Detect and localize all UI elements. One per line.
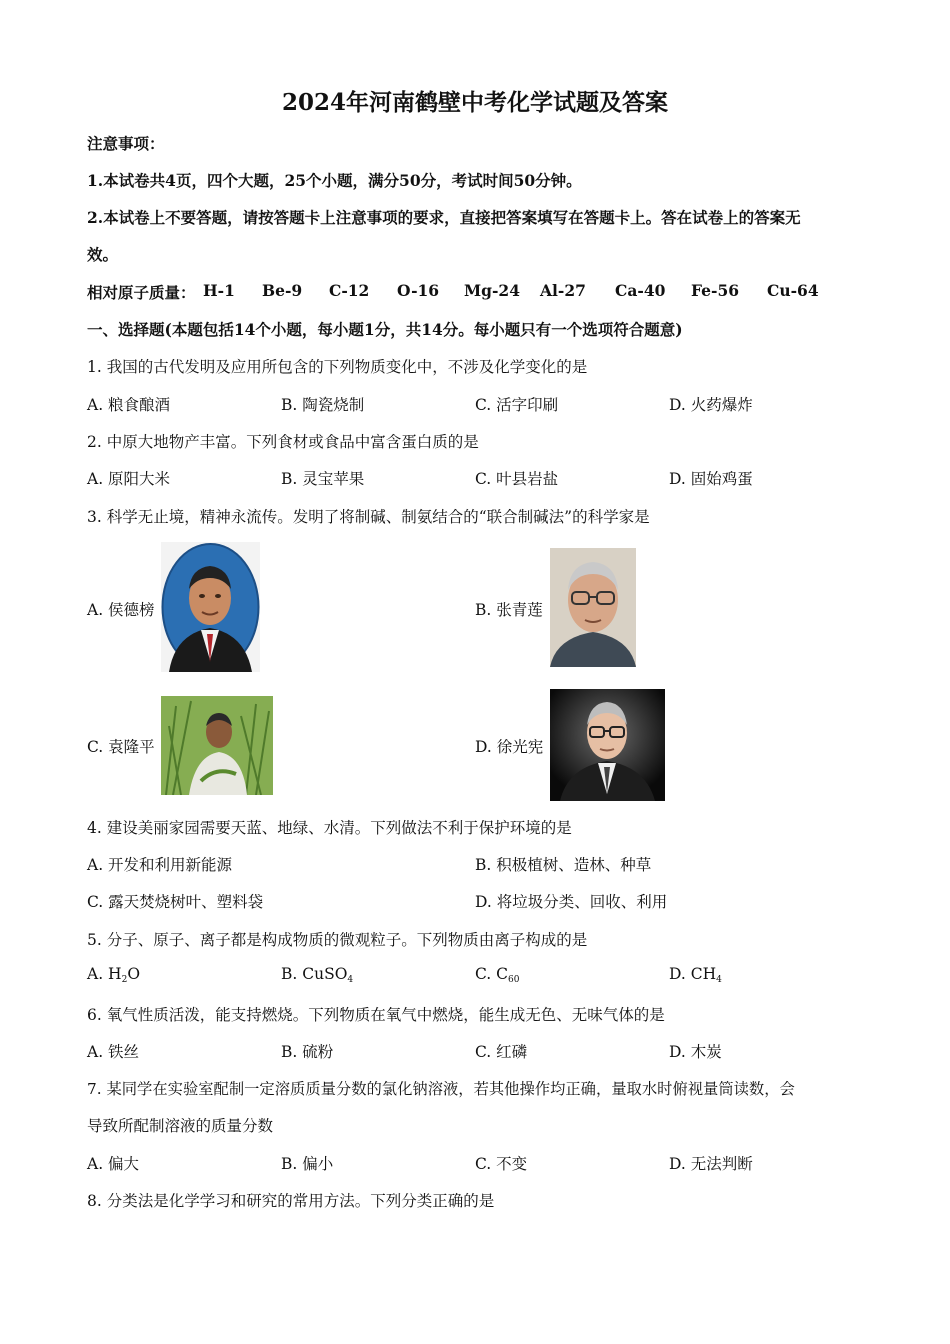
- yuan-longping-portrait: [161, 696, 273, 795]
- hou-debang-portrait: [161, 542, 260, 672]
- q1-option-d: D. 火药爆炸: [669, 396, 753, 414]
- atomic-mass-h: H-1: [203, 281, 235, 300]
- q7-option-d: D. 无法判断: [669, 1155, 753, 1173]
- atomic-mass-cu: Cu-64: [767, 281, 819, 300]
- q7-option-c: C. 不变: [475, 1155, 528, 1173]
- question-5-stem: 5. 分子、原子、离子都是构成物质的微观粒子。下列物质由离子构成的是: [87, 931, 588, 949]
- question-4-stem: 4. 建设美丽家园需要天蓝、地绿、水清。下列做法不利于保护环境的是: [87, 819, 572, 837]
- question-8-stem: 8. 分类法是化学学习和研究的常用方法。下列分类正确的是: [87, 1192, 495, 1210]
- q6-option-d: D. 木炭: [669, 1043, 722, 1061]
- q3-option-d: D. 徐光宪: [475, 738, 544, 756]
- atomic-mass-ca: Ca-40: [615, 281, 666, 300]
- atomic-mass-fe: Fe-56: [691, 281, 740, 300]
- atomic-mass-mg: Mg-24: [464, 281, 520, 300]
- q2-option-c: C. 叶县岩盐: [475, 470, 559, 488]
- q5-option-c: C. $C_{60}$: [475, 965, 520, 985]
- q1-option-a: A. 粮食酿酒: [87, 396, 171, 414]
- xu-guangxian-portrait: [550, 689, 665, 801]
- q5-option-a: A. $H_2O$: [87, 965, 141, 985]
- q2-option-d: D. 固始鸡蛋: [669, 470, 753, 488]
- q6-option-a: A. 铁丝: [87, 1043, 140, 1061]
- question-3-stem: 3. 科学无止境，精神永流传。发明了将制碱、制氨结合的“联合制碱法”的科学家是: [87, 508, 650, 526]
- question-7-stem-cont: 导致所配制溶液的质量分数: [87, 1117, 274, 1135]
- notice-item-2: 2.本试卷上不要答题，请按答题卡上注意事项的要求，直接把答案填写在答题卡上。答在试卷上的答案无: [87, 208, 801, 227]
- q2-option-b: B. 灵宝苹果: [281, 470, 365, 488]
- q3-option-c: C. 袁隆平: [87, 738, 155, 756]
- q7-option-b: B. 偏小: [281, 1155, 334, 1173]
- q4-option-a: A. 开发和利用新能源: [87, 856, 233, 874]
- zhang-qinglian-portrait: [550, 548, 636, 667]
- q4-option-b: B. 积极植树、造林、种草: [475, 856, 652, 874]
- q6-option-c: C. 红磷: [475, 1043, 528, 1061]
- atomic-mass-row: [87, 281, 196, 303]
- atomic-mass-label: 相对原子质量：: [87, 283, 196, 302]
- atomic-mass-o: O-16: [397, 281, 440, 300]
- q3-option-b: B. 张青莲: [475, 601, 543, 619]
- atomic-mass-al: Al-27: [540, 281, 586, 300]
- q4-option-c: C. 露天焚烧树叶、塑料袋: [87, 893, 264, 911]
- q1-option-c: C. 活字印刷: [475, 396, 559, 414]
- question-1-stem: 1. 我国的古代发明及应用所包含的下列物质变化中，不涉及化学变化的是: [87, 358, 588, 376]
- question-2-stem: 2. 中原大地物产丰富。下列食材或食品中富含蛋白质的是: [87, 433, 479, 451]
- q3-option-a: A. 侯德榜: [87, 601, 155, 619]
- question-6-stem: 6. 氧气性质活泼，能支持燃烧。下列物质在氧气中燃烧，能生成无色、无味气体的是: [87, 1006, 665, 1024]
- q2-option-a: A. 原阳大米: [87, 470, 171, 488]
- q4-option-d: D. 将垃圾分类、回收、利用: [475, 893, 668, 911]
- atomic-mass-be: Be-9: [262, 281, 303, 300]
- q1-option-b: B. 陶瓷烧制: [281, 396, 365, 414]
- section-heading: 一、选择题(本题包括14个小题，每小题1分，共14分。每小题只有一个选项符合题意): [87, 320, 683, 339]
- notice-item-2-cont: 效。: [87, 245, 119, 264]
- notice-item-1: 1.本试卷共4页，四个大题，25个小题，满分50分，考试时间50分钟。: [87, 171, 582, 190]
- question-7-stem: 7. 某同学在实验室配制一定溶质质量分数的氯化钠溶液，若其他操作均正确，量取水时俯视量筒读数，会: [87, 1080, 795, 1098]
- q7-option-a: A. 偏大: [87, 1155, 140, 1173]
- q5-option-d: D. $CH_4$: [669, 965, 722, 985]
- notice-heading: 注意事项：: [87, 134, 165, 153]
- q6-option-b: B. 硫粉: [281, 1043, 334, 1061]
- atomic-mass-c: C-12: [329, 281, 370, 300]
- q5-option-b: B. CuSO$_4$: [281, 965, 354, 985]
- page-title: 2024年河南鹤壁中考化学试题及答案: [281, 89, 668, 116]
